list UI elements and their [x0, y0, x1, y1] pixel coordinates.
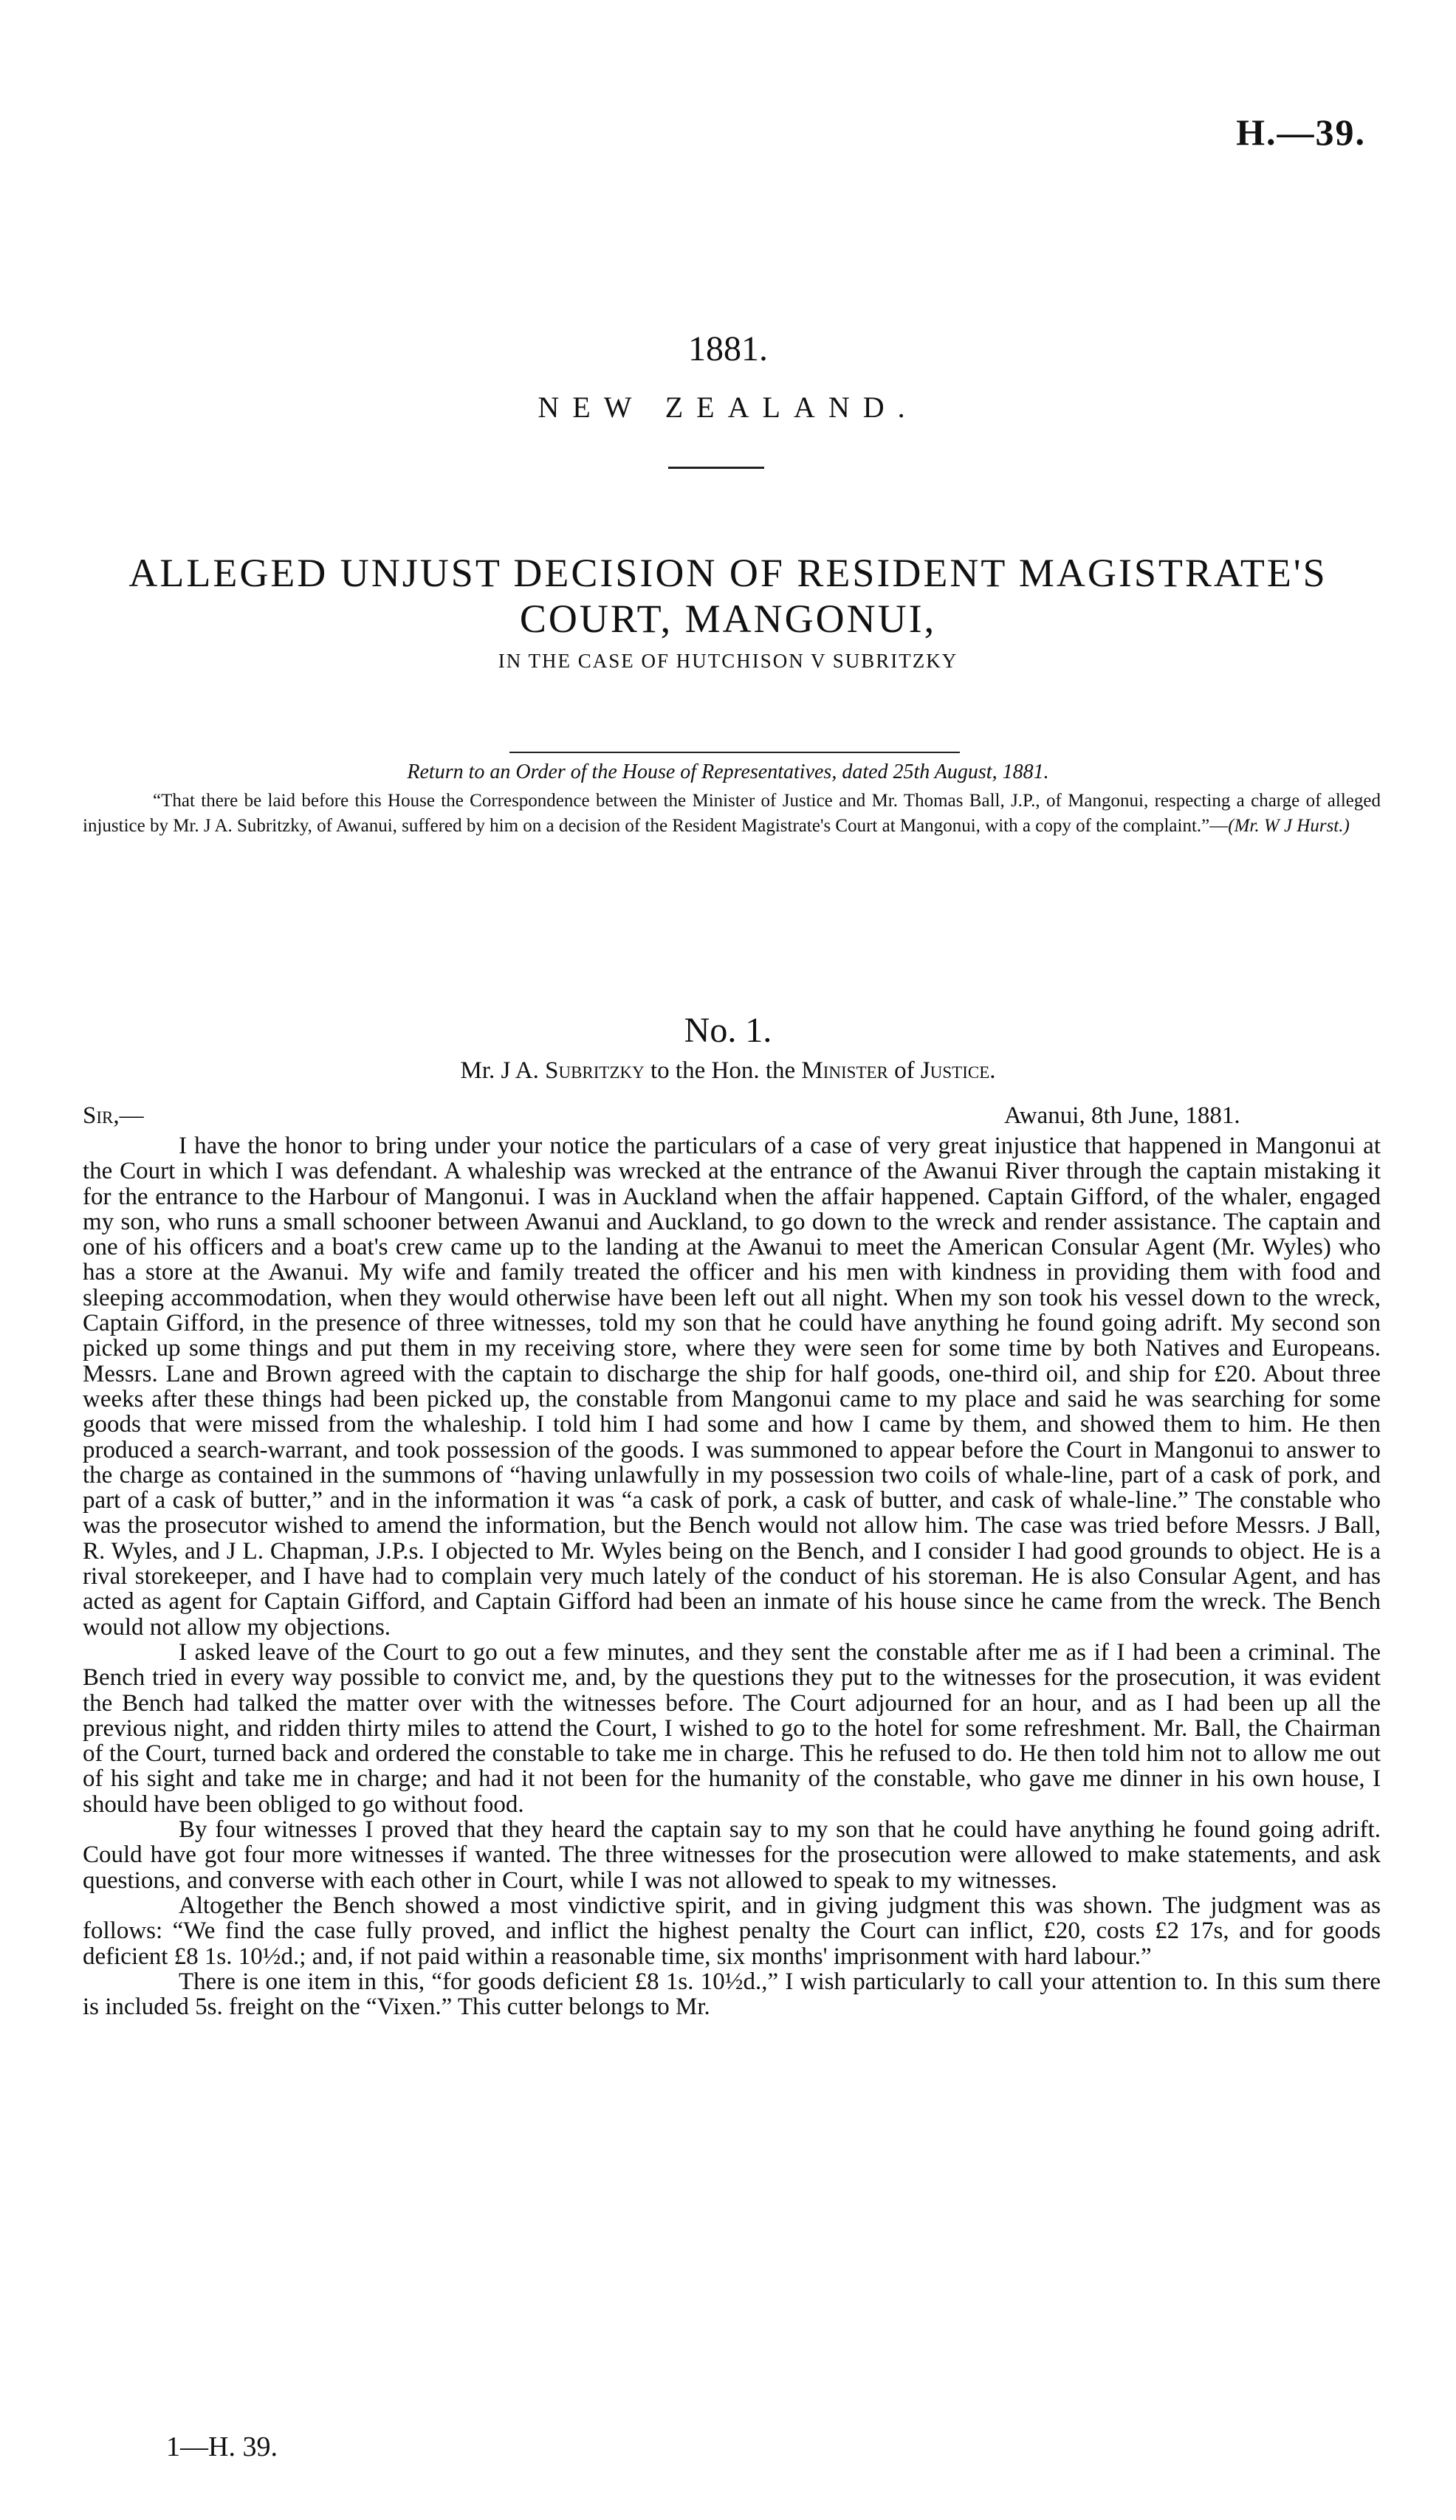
page-subtitle: IN THE CASE OF HUTCHISON V SUBRITZKY [498, 650, 958, 672]
letter-heading [0, 1057, 1456, 1085]
heading-of: of [887, 1057, 921, 1084]
heading-dept: Justice [920, 1057, 990, 1084]
short-divider [668, 467, 764, 469]
return-order-line: Return to an Order of the House of Representatives, dated 25th August, 1881. [407, 761, 1049, 783]
year: 1881. [688, 329, 768, 368]
paragraph: I have the honor to bring under your notice the particulars of a case of very great injustice that happened in Mangonui at the Court in which I was defendant. A whaleship was wrecked at the entrance of the Awanui River through the captain mistaking it for the entrance to the Harbour of Mangonui. I was in Auckland when the affair happened. Captain Gifford, of the whaler, engaged my son, who runs a small schooner between Awanui and Auckland, to go down to the wreck and render assistance. The captain and one of his officers and a boat's crew came up to the landing at the Awanui to meet the American Consular Agent (Mr. Wyles) who has a store at the Awanui. My wife and family treated the officer and his men with kindness in providing them with food and sleeping accommodation, when they would otherwise have been left out all night. When my son took his vessel down to the wreck, Captain Gifford, in the presence of three witnesses, told my son that he could have anything he found going adrift. My second son picked up some things and put them in my receiving store, where they were seen for some time by both Natives and Europeans. Messrs. Lane and Brown agreed with the captain to discharge the ship for half goods, one-third oil, and ship for £20. About three weeks after these things had been picked up, the constable from Mangonui came to my place and said he was searching for some goods that were missed from the whaleship. I told him I had some and how I came by them, and showed them to him. He then produced a search-warrant, and took possession of the goods. I was summoned to appear before the Court in Mangonui to answer to the charge as contained in the summons of “having unlawfully in my possession two coils of whale-line, part of a cask of pork, and part of a cask of butter,” and in the information it was “a cask of pork, a cask of butter, and cask of whale-line.” The constable who was the prosecutor wished to amend the information, but the Bench would not allow him. The case was tried before Messrs. J Ball, R. Wyles, and J L. Chapman, J.P.s. I objected to Mr. Wyles being on the Bench, and I consider I had good grounds to object. He is a rival storekeeper, and I have had to complain very much lately of the conduct of his storeman. He is also Consular Agent, and has acted as agent for Captain Gifford, and Captain Gifford had been an inmate of his house since he came from the wreck. The Bench would not allow my objections. [83, 1133, 1381, 1641]
motion-text [83, 789, 1381, 839]
letter-body [83, 1133, 1381, 2019]
heading-middle: to the Hon. the [644, 1057, 802, 1084]
motion-mover: (Mr. W J Hurst.) [1228, 816, 1350, 836]
paragraph: By four witnesses I proved that they heard the captain say to my son that he could have anything he found going adrift. Could have got four more witnesses if wanted. The three witnesses for the prosecution were allowed to make statements, and ask questions, and converse with each other in Court, while I was not allowed to speak to my witnesses. [83, 1816, 1381, 1894]
country: NEW ZEALAND. [538, 391, 918, 424]
page-title [0, 550, 1456, 642]
paragraph: I asked leave of the Court to go out a few minutes, and they sent the constable after me as if I had been a criminal. The Bench tried in every way possible to convict me, and, by the questions they put to the witnesses for the prosecution, it was evident the Bench had talked the matter over with the witnesses before. The Court adjourned for an hour, and as I had been up all the previous night, and ridden thirty miles to attend the Court, I wished to go to the hotel for some refreshment. Mr. Ball, the Chairman of the Court, turned back and ordered the constable to take me in charge. This he refused to do. He then told him not to allow me out of his sight and take me in charge; and had it not been for the humanity of the constable, who gave me dinner in his own house, I should have been obliged to go without food. [83, 1638, 1381, 1818]
heading-recipient: Minister [801, 1057, 888, 1084]
heading-prefix: Mr. J A. [460, 1057, 546, 1084]
paragraph: There is one item in this, “for goods deficient £8 1s. 10½d.,” I wish particularly to call your attention to. In this sum there is included 5s. freight on the “Vixen.” This cutter belongs to Mr. [83, 1968, 1381, 2021]
return-divider [509, 752, 960, 753]
page-title-text: ALLEGED UNJUST DECISION OF RESIDENT MAGISTRATE'S COURT, MANGONUI, [128, 551, 1328, 641]
heading-author: Subritzky [545, 1057, 645, 1084]
sheet-id: 1—H. 39. [166, 2431, 278, 2462]
motion-body: “That there be laid before this House the Correspondence between the Minister of Justice and Mr. Thomas Ball, J.P., of Mangonui, respecting a charge of alleged injustice by Mr. J A. Subritzky, of Awanui, suffered by him on a decision of the Resident Magistrate's Court at Mangonui, with a copy of the complaint.”— [83, 791, 1381, 836]
dateline: Awanui, 8th June, 1881. [1004, 1102, 1240, 1129]
paragraph: Altogether the Bench showed a most vindictive spirit, and in giving judgment this was shown. The judgment was as follows: “We find the case fully proved, and inflict the highest penalty the Court can inflict, £20, costs £2 17s, and for goods deficient £8 1s. 10½d.; and, if not paid within a reasonable time, six months' imprisonment with hard labour.” [83, 1892, 1381, 1970]
heading-end: . [989, 1057, 996, 1084]
letter-number: No. 1. [684, 1011, 772, 1050]
salutation: Sir,— [83, 1102, 144, 1129]
paper-code: H.—39. [1236, 111, 1366, 153]
